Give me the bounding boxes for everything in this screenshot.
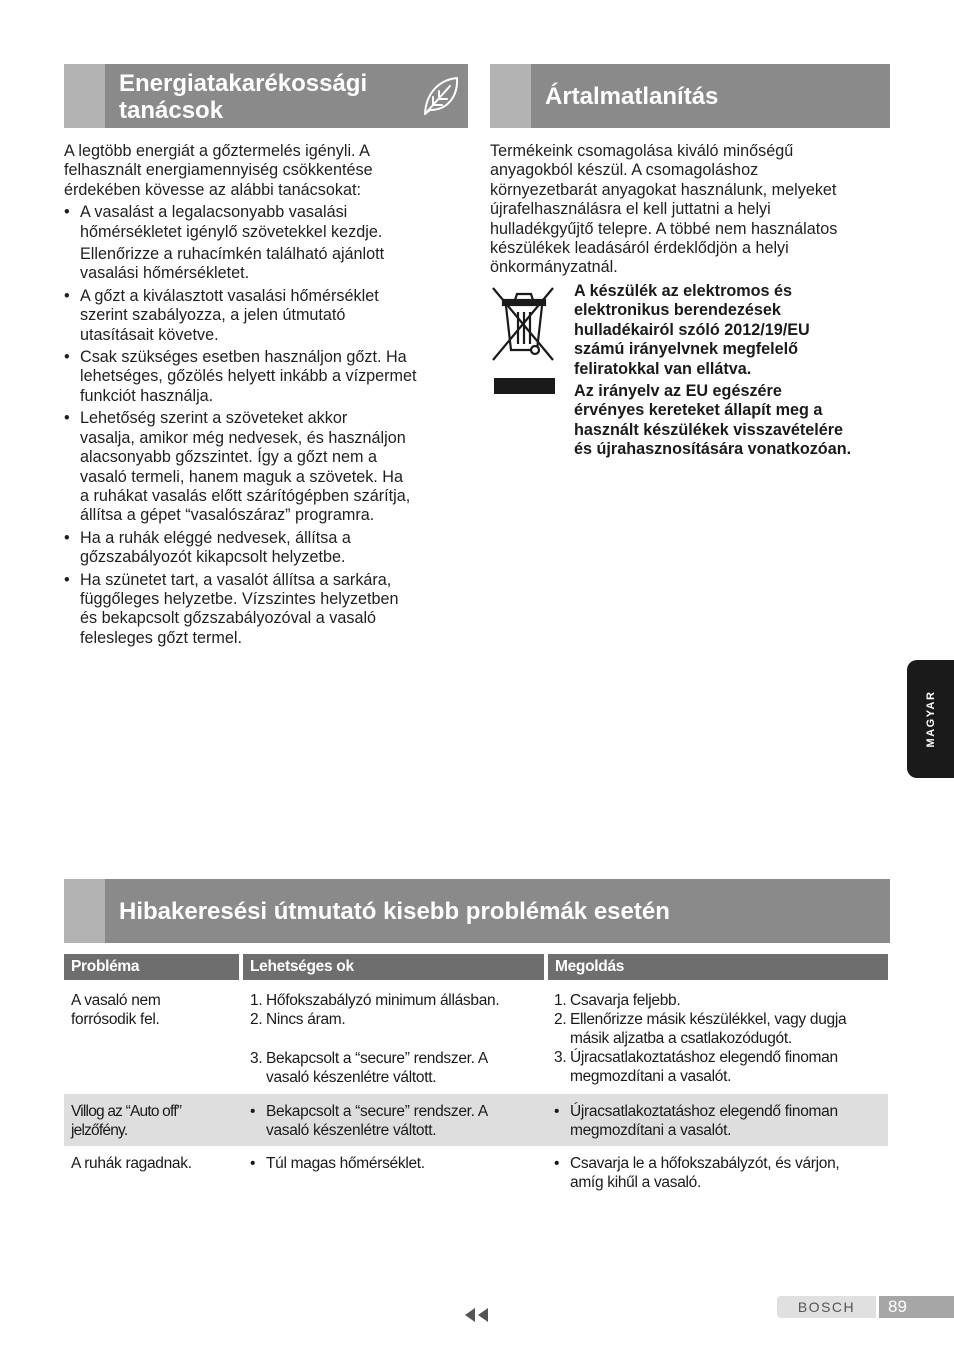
- list-item: • Ha a ruhák eléggé nedvesek, állítsa a gőzszabályozót kikapcsolt helyzetbe.: [64, 529, 468, 568]
- language-tab: MAGYAR: [907, 660, 954, 778]
- list-item: • Ha szünetet tart, a vasalót állítsa a sarkára, függőleges helyzetbe. Vízszintes helyzetben és bekapcsolt gőzszabályozóval a vasaló felesleges gőzt termel.: [64, 571, 468, 649]
- table-row: [64, 980, 888, 1094]
- header-accent-block: [64, 64, 105, 128]
- list-item: • Újracsatlakoztatáshoz elegendő finoman megmozdítani a vasalót.: [554, 1102, 884, 1140]
- list-item: • Csavarja le a hőfokszabályzót, és várjon, amíg kihűl a vasaló.: [554, 1154, 884, 1192]
- solution-cell: [554, 1102, 884, 1140]
- solution-cell: [554, 991, 884, 1086]
- column-header-solution: Megoldás: [548, 954, 888, 980]
- troubleshooting-section-title: Hibakeresési útmutató kisebb problémák esetén: [119, 898, 670, 925]
- energy-tips: [64, 142, 468, 648]
- weee-notice: A készülék az elektromos és elektronikus berendezések hulladékairól szóló 2012/19/EU számú irányelvnek megfelelő feliratokkal van ellátva. Az irányelv az EU egészére érvényes kereteket állapít meg a használt készülékek visszavételére és újrahasznosítására vonatkozóan.: [574, 282, 852, 459]
- table-row: [64, 1146, 888, 1198]
- header-accent-block: [490, 64, 531, 128]
- header-accent-block: [64, 879, 105, 943]
- disposal-text: Termékeink csomagolása kiváló minőségű anyagokból készül. A csomagoláshoz környezetbarát anyagokat használunk, melyeket újrafelhasználásra el kell juttatni a helyi hulladékgyűjtő telepre. A többé nem használatos készülékek leadásáról érdeklődjön a helyi önkormányzatnál.: [490, 142, 838, 277]
- table-header: [64, 954, 888, 980]
- page-number: 89: [879, 1296, 954, 1318]
- energy-tips-list: [64, 203, 468, 648]
- double-left-arrow-icon[interactable]: [463, 1307, 491, 1323]
- list-item: • Lehetőség szerint a szöveteket akkor vasalja, amikor még nedvesek, és használjon alacsonyabb gőzszintet. Így a gőzt nem a vasaló termeli, hanem maguk a szövetek. Ha a ruhákat vasalás előtt szárítógépben szárítja, állítsa a gépet “vasalószáraz” programra.: [64, 409, 468, 525]
- disposal-section-title: Ártalmatlanítás: [545, 83, 719, 110]
- crossed-out-bin-icon: [489, 284, 559, 396]
- list-item: • A vasalást a legalacsonyabb vasalási hőmérsékletet igénylő szövetekkel kezdje. Ellenőrizze a ruhacímkén található ajánlott vasalási hőmérsékletet.: [64, 203, 468, 284]
- cause-cell: [250, 1154, 540, 1173]
- energy-section-title: Energiatakarékossági tanácsok: [119, 70, 368, 124]
- cause-cell: [250, 1102, 540, 1140]
- column-header-problem: Probléma: [64, 954, 239, 980]
- energy-intro: A legtöbb energiát a gőztermelés igényli. A felhasznált energiamennyiség csökkentése érdekében kövesse az alábbi tanácsokat:: [64, 142, 373, 199]
- brand-label: BOSCH: [777, 1296, 876, 1318]
- list-item: • Túl magas hőmérséklet.: [250, 1154, 540, 1173]
- table-row: [64, 1094, 888, 1146]
- list-item: • A gőzt a kiválasztott vasalási hőmérséklet szerint szabályozza, a jelen útmutató utasításait követve.: [64, 287, 468, 345]
- troubleshooting-section-header: [64, 879, 890, 943]
- problem-cell: A ruhák ragadnak.: [71, 1155, 192, 1172]
- energy-section-header: [64, 64, 468, 128]
- list-item: 2. Ellenőrizze másik készülékkel, vagy dugja másik aljzatba a csatlakozódugót.: [554, 1011, 847, 1047]
- column-header-cause: Lehetséges ok: [243, 954, 544, 980]
- list-item: • Bekapcsolt a “secure” rendszer. A vasaló készenlétre váltott.: [250, 1102, 540, 1140]
- list-item: • Csak szükséges esetben használjon gőzt. Ha lehetséges, gőzölés helyett inkább a vízpermet funkciót használja.: [64, 348, 468, 406]
- cause-cell: [250, 991, 540, 1087]
- list-item: 3. Újracsatlakoztatáshoz elegendő finoman megmozdítani a vasalót.: [554, 1049, 838, 1085]
- list-item: 1. Hőfokszabályzó minimum állásban.: [250, 992, 500, 1009]
- disposal-section-header: [490, 64, 890, 128]
- solution-cell: [554, 1154, 884, 1192]
- leaf-icon: [420, 74, 462, 118]
- list-item: 3. Bekapcsolt a “secure” rendszer. A vasaló készenlétre váltott.: [250, 1050, 488, 1086]
- troubleshooting-table: [64, 954, 888, 1198]
- problem-cell: A vasaló nem forrósodik fel.: [71, 992, 161, 1028]
- list-item: 2. Nincs áram.: [250, 1011, 346, 1028]
- problem-cell: Villog az “Auto off” jelzőfény.: [71, 1103, 182, 1139]
- list-item: 1. Csavarja feljebb.: [554, 992, 681, 1009]
